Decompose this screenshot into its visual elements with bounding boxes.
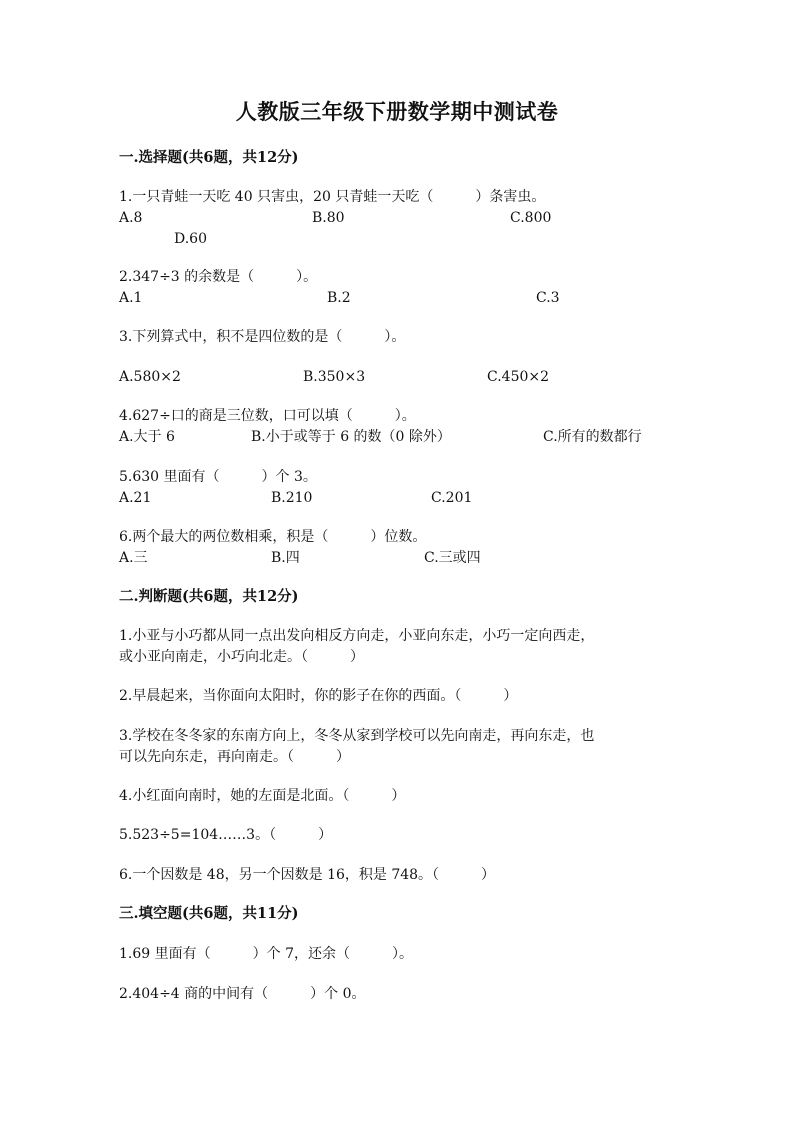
option-b: B.小于或等于 6 的数（0 除外）	[251, 429, 451, 445]
question-line: 可以先向东走，再向南走。（ ）	[119, 749, 350, 765]
option-c: C.所有的数都行	[543, 429, 642, 445]
question-line: 5.523÷5=104……3。（ ）	[119, 827, 333, 843]
option-b: B.80	[312, 210, 345, 226]
option-a: A.三	[119, 550, 148, 566]
question-stem: 1.一只青蛙一天吃 40 只害虫，20 只青蛙一天吃（ ）条害虫。	[119, 189, 546, 205]
option-a: A.1	[119, 290, 143, 306]
option-b: B.2	[327, 290, 351, 306]
question-stem: 5.630 里面有（ ）个 3。	[119, 469, 317, 485]
option-a: A.580×2	[119, 369, 181, 385]
question-line: 1.小亚与小巧都从同一点出发向相反方向走，小亚向东走，小巧一定向西走，	[119, 628, 595, 644]
question-stem: 3.下列算式中，积不是四位数的是（ ）。	[119, 329, 406, 345]
question-line: 3.学校在冬冬家的东南方向上，冬冬从家到学校可以先向南走，再向东走，也	[119, 728, 595, 744]
option-d: D.60	[174, 231, 207, 247]
option-b: B.210	[271, 490, 313, 506]
option-c: C.450×2	[487, 369, 550, 385]
question-stem: 6.两个最大的两位数相乘，积是（ ）位数。	[119, 529, 427, 545]
question-stem: 2.347÷3 的余数是（ ）。	[119, 269, 318, 285]
question-line: 或小亚向南走，小巧向北走。（ ）	[119, 649, 364, 665]
question-stem: 4.627÷口的商是三位数，口可以填（ ）。	[119, 408, 416, 424]
question-line: 4.小红面向南时，她的左面是北面。（ ）	[119, 788, 406, 804]
question-line: 1.69 里面有（ ）个 7，还余（ ）。	[119, 946, 413, 962]
question-line: 2.404÷4 商的中间有（ ）个 0。	[119, 986, 366, 1002]
option-b: B.四	[271, 550, 300, 566]
option-c: C.3	[536, 290, 560, 306]
option-c: C.800	[510, 210, 552, 226]
option-a: A.21	[119, 490, 152, 506]
option-a: A.大于 6	[119, 429, 175, 445]
section-heading-judgement: 二.判断题(共6题，共12分)	[119, 588, 299, 605]
option-a: A.8	[119, 210, 143, 226]
section-heading-fill: 三.填空题(共6题，共11分)	[119, 905, 299, 922]
question-line: 6.一个因数是 48，另一个因数是 16，积是 748。（ ）	[119, 867, 496, 883]
question-line: 2.早晨起来，当你面向太阳时，你的影子在你的西面。（ ）	[119, 688, 518, 704]
section-heading-choice: 一.选择题(共6题，共12分)	[119, 149, 299, 166]
option-c: C.201	[431, 490, 473, 506]
option-c: C.三或四	[424, 550, 481, 566]
option-b: B.350×3	[303, 369, 366, 385]
exam-title: 人教版三年级下册数学期中测试卷	[235, 99, 559, 124]
